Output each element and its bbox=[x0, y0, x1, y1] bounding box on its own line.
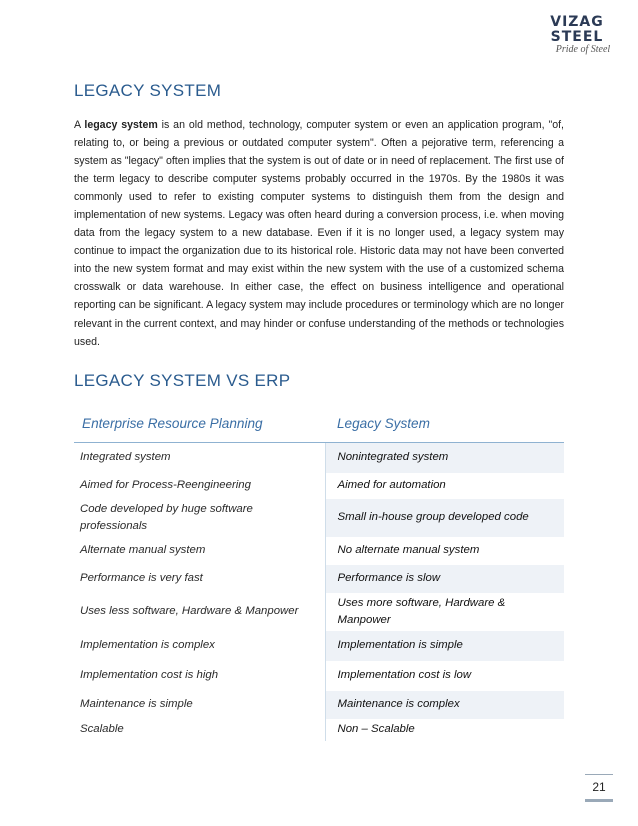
page-number-text: 21 bbox=[592, 780, 606, 794]
logo-line1: VIZAG bbox=[550, 14, 604, 30]
legacy-system-paragraph bbox=[74, 116, 564, 351]
cell-legacy: Small in-house group developed code bbox=[325, 499, 564, 537]
table-row bbox=[74, 499, 564, 537]
cell-legacy: No alternate manual system bbox=[337, 544, 480, 556]
header-legacy: Legacy System bbox=[325, 404, 564, 443]
table-row bbox=[74, 443, 564, 473]
cell-legacy: Performance is slow bbox=[325, 565, 564, 593]
cell-erp: Integrated system bbox=[74, 443, 325, 473]
table-header-row bbox=[74, 404, 564, 443]
logo-tagline: Pride of Steel bbox=[555, 44, 611, 55]
table-row bbox=[74, 631, 564, 661]
header-erp: Enterprise Resource Planning bbox=[74, 404, 325, 443]
cell-legacy: Aimed for automation bbox=[337, 479, 446, 491]
cell-erp: Scalable bbox=[74, 719, 325, 741]
cell-erp: Aimed for Process-Reengineering bbox=[74, 473, 325, 499]
logo-line2: STEEL bbox=[550, 29, 604, 45]
cell-erp: Implementation is complex bbox=[74, 631, 325, 661]
cell-erp: Maintenance is simple bbox=[74, 691, 325, 719]
cell-legacy: Uses more software, Hardware & Manpower bbox=[337, 596, 506, 626]
table-row bbox=[74, 537, 564, 565]
table-row bbox=[74, 565, 564, 593]
table-row bbox=[74, 719, 564, 741]
section-title-legacy-vs-erp: LEGACY SYSTEM VS ERP bbox=[74, 371, 291, 390]
cell-legacy: Non – Scalable bbox=[337, 723, 415, 735]
table-row bbox=[74, 473, 564, 499]
term-legacy-system: legacy system bbox=[84, 119, 158, 131]
company-logo bbox=[533, 12, 621, 60]
cell-legacy: Implementation cost is low bbox=[337, 669, 472, 681]
table-row bbox=[74, 593, 564, 631]
section-title-legacy-system: LEGACY SYSTEM bbox=[74, 81, 222, 100]
cell-legacy: Implementation is simple bbox=[325, 631, 564, 661]
page-number bbox=[585, 774, 613, 802]
cell-erp: Uses less software, Hardware & Manpower bbox=[74, 593, 325, 631]
intro-prefix: A bbox=[74, 119, 85, 131]
cell-erp: Implementation cost is high bbox=[74, 661, 325, 691]
table-row bbox=[74, 661, 564, 691]
paragraph-rest: is an old method, technology, computer system or even an application program, "of, relating to, or being a previous or outdated computer system". Often a pejorative term, referencing a system as "legacy" often implies that the system is out of date or in need of replacement. The first use of the term legacy to describe computer systems probably occurred in the 1970s. By the 1980s it was commonly used to refer to existing computer systems to distinguish them from the design and implementation of new systems. Legacy was often heard during a conversion process, i.e. when moving data from the legacy system to a new database. Even if it is no longer used, a legacy system may continue to impact the organization due to its historical role. Historic data may not have been converted into the new system format and may exist within the new system with the use of a customized schema crosswalk or data warehouse. In either case, the effect on business intelligence and operational reporting can be significant. A legacy system may include procedures or terminology which are no longer relevant in the current context, and may hinder or confuse understanding of the methods or technologies used. bbox=[74, 119, 564, 348]
comparison-table bbox=[74, 404, 564, 741]
cell-legacy: Nonintegrated system bbox=[325, 443, 564, 473]
cell-legacy: Maintenance is complex bbox=[325, 691, 564, 719]
cell-erp: Performance is very fast bbox=[74, 565, 325, 593]
table-row bbox=[74, 691, 564, 719]
cell-erp: Code developed by huge software professionals bbox=[74, 499, 325, 537]
cell-erp: Alternate manual system bbox=[74, 537, 325, 565]
